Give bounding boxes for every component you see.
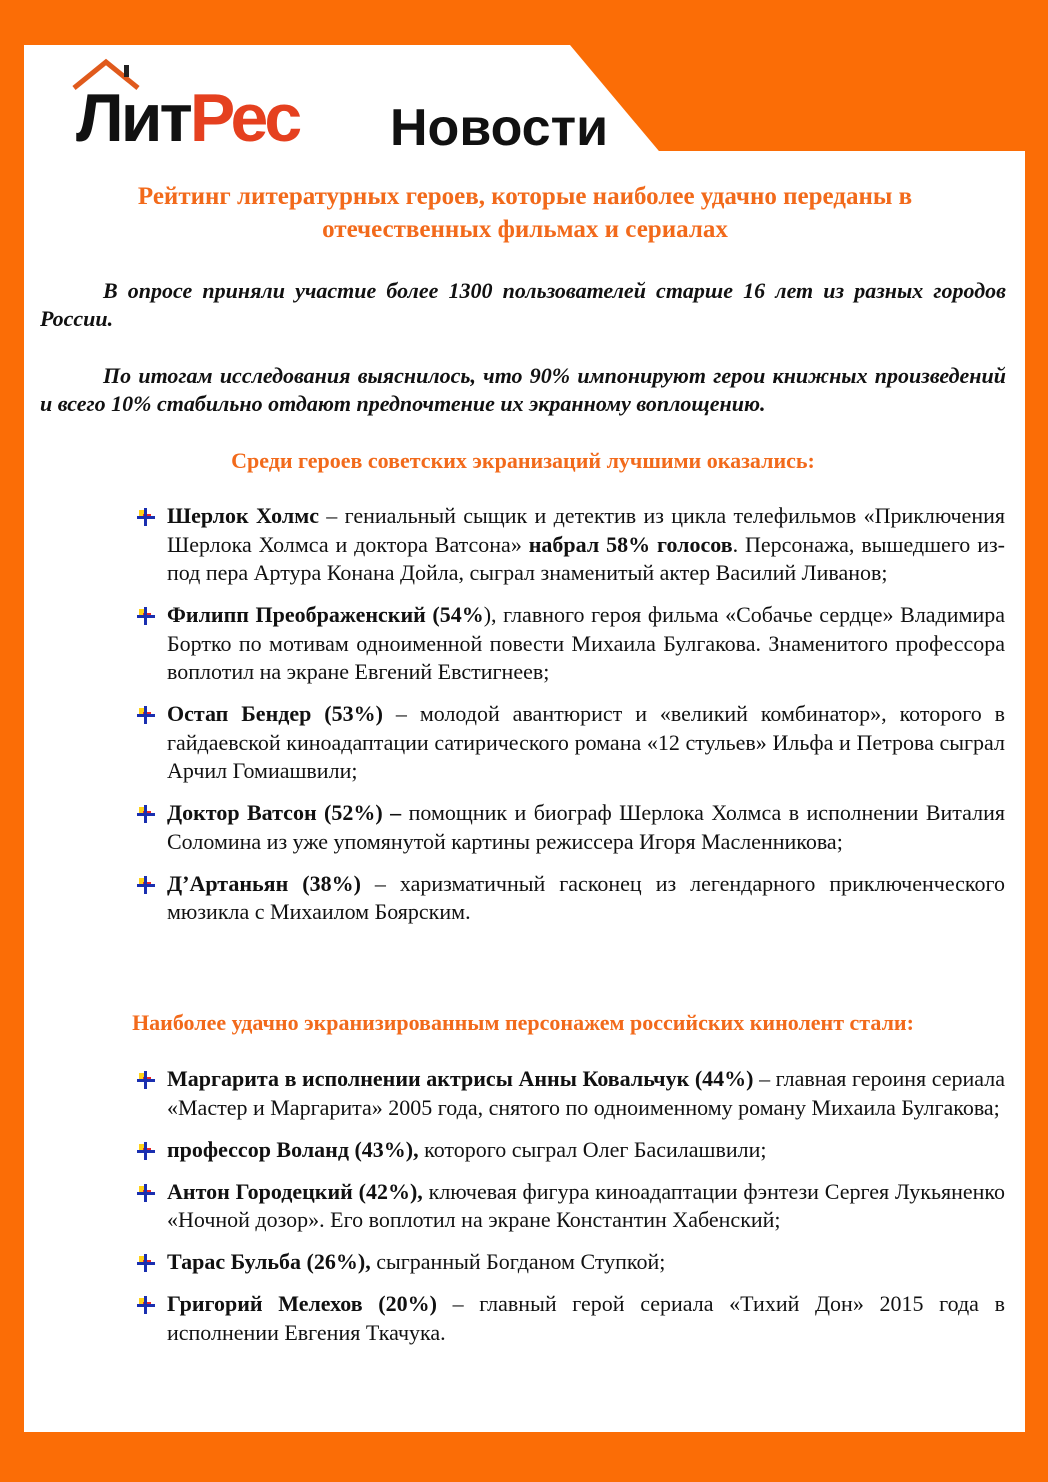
bullet-icon xyxy=(137,876,155,894)
text: – молодой авантюрист и «великий комбинатор», которого в гайдаевской киноадаптации сатирического романа «12 стульев» Ильфа и Петрова сыграл Арчил Гомиашвили; xyxy=(167,701,1006,783)
bold-text: Филипп Преображенский (54% xyxy=(167,602,484,627)
bullet-icon xyxy=(137,706,155,724)
list-item xyxy=(167,1178,1005,1235)
text: которого сыграл Олег Басилашвили; xyxy=(418,1136,767,1162)
soviet-heading: Среди героев советских экранизаций лучшими оказались: xyxy=(231,448,815,473)
bullet-icon xyxy=(137,1142,155,1160)
bullet-icon xyxy=(137,1254,155,1272)
bullet-icon xyxy=(137,607,155,625)
list-item xyxy=(167,601,1005,687)
bullet-icon xyxy=(137,805,155,823)
list-item xyxy=(167,1136,1005,1165)
soviet-list xyxy=(167,502,1005,940)
bold-text: Доктор Ватсон (52%) – xyxy=(167,800,402,825)
russian-heading: Наиболее удачно экранизированным персонажем российских кинолент стали: xyxy=(132,1010,914,1035)
article-title: Рейтинг литературных героев, которые наиболее удачно переданы в отечественных фильмах и сериалах xyxy=(137,183,913,243)
logo-part1: Лит xyxy=(76,80,190,156)
findings-paragraph: По итогам исследования выяснилось, что 90% импонируют герои книжных произведений и всего 10% стабильно отдают предпочтение их экранному воплощению. xyxy=(40,363,1006,416)
litres-logo xyxy=(76,78,299,158)
logo-part2: Рес xyxy=(189,80,300,156)
list-item xyxy=(167,799,1005,856)
text: ключевая фигура киноадаптации фэнтези Сергея Лукьяненко «Ночной дозор». Его воплотил на экране Константин Хабенский; xyxy=(167,1178,1006,1232)
bold-text: Шерлок Холмс xyxy=(167,503,319,528)
text: ), главного героя фильма «Собачье сердце» Владимира Бортко по мотивам одноименной повести Михаила Булгакова. Знаменитого профессора воплотил на экране Евгений Евстигнеев; xyxy=(167,602,1005,684)
bold-text: Д’Артаньян (38%) xyxy=(167,870,361,896)
text: помощник и биограф Шерлока Холмса в исполнении Виталия Соломина из уже упомянутой картины режиссера Игоря Масленникова; xyxy=(167,800,1005,854)
bullet-icon xyxy=(137,1184,155,1202)
bullet-icon xyxy=(137,1071,155,1089)
bold-text: Маргарита в исполнении актрисы Анны Ковальчук (44%) xyxy=(167,1066,754,1091)
text: сыгранный Богданом Ступкой; xyxy=(370,1249,666,1274)
bullet-icon xyxy=(137,508,155,526)
text: – главная героиня сериала «Мастер и Маргарита» 2005 года, снятого по одноименному роману Михаила Булгакова; xyxy=(167,1066,1005,1120)
list-item xyxy=(167,1065,1005,1122)
intro-paragraph: В опросе приняли участие более 1300 пользователей старше 16 лет из разных городов России. xyxy=(40,278,1006,331)
bold-text: профессор Воланд (43%), xyxy=(167,1136,419,1162)
list-item xyxy=(167,870,1005,927)
text: – гениальный сыщик и детектив из цикла телефильмов «Приключения Шерлока Холмса и доктора Ватсона» xyxy=(167,503,1005,557)
list-item xyxy=(167,700,1005,786)
section-title: Новости xyxy=(390,99,609,157)
text: – харизматичный гасконец из легендарного приключенческого мюзикла с Михаилом Боярским. xyxy=(167,870,1005,924)
bold-text: Антон Городецкий (42%), xyxy=(167,1178,423,1204)
text: . Персонажа, вышедшего из-под пера Артура Конана Дойла, сыграл знаменитый актер Василий Ливанов; xyxy=(167,531,1005,585)
bold-text: Григорий Мелехов (20%) xyxy=(167,1291,437,1316)
bullet-icon xyxy=(137,1296,155,1314)
list-item xyxy=(167,502,1005,588)
list-item xyxy=(167,1290,1005,1347)
russian-list xyxy=(167,1065,1005,1361)
text: – главный герой сериала «Тихий Дон» 2015 года в исполнении Евгения Ткачука. xyxy=(167,1291,1005,1345)
bold-text: Остап Бендер (53%) xyxy=(167,701,383,726)
list-item xyxy=(167,1248,1005,1277)
bold-text: набрал 58% голосов xyxy=(528,531,733,557)
bold-text: Тарас Бульба (26%), xyxy=(167,1249,371,1274)
